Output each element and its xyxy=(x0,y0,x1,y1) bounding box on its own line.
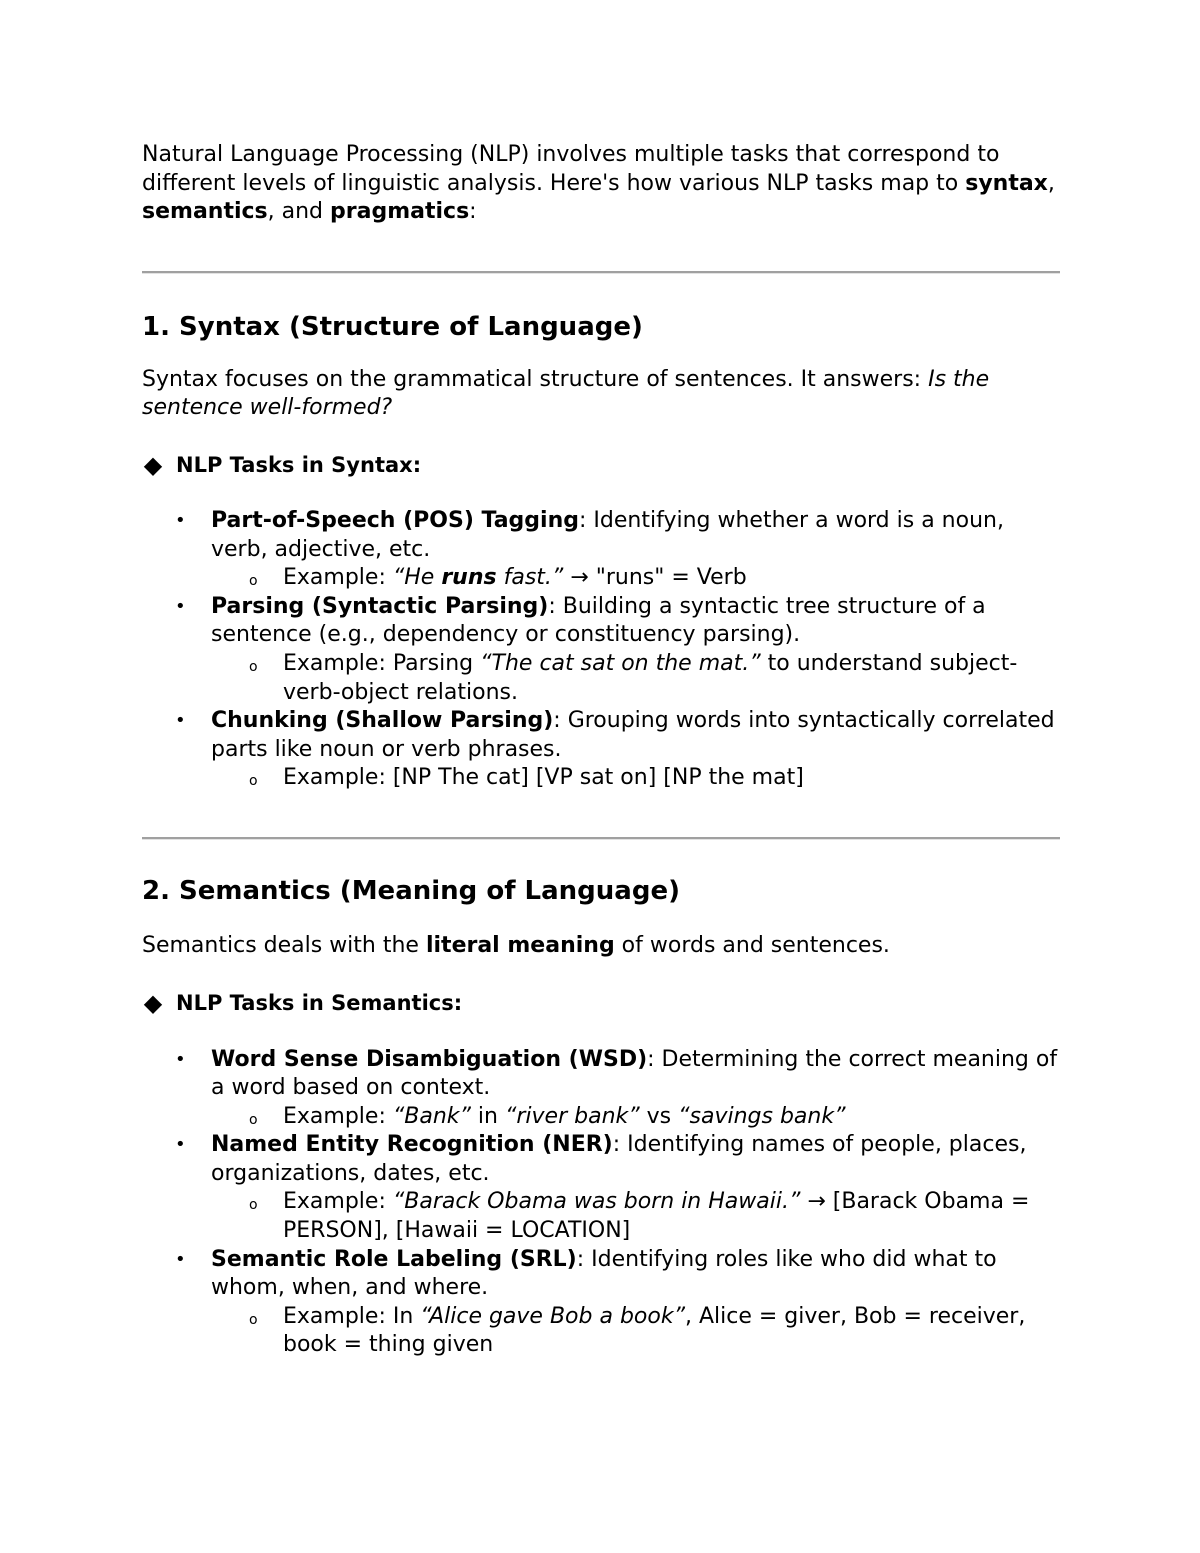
example-list xyxy=(211,564,1060,593)
semantics-desc-text: Semantics deals with the xyxy=(142,932,426,958)
task-description: : Grouping words into syntactically correlated parts like noun or verb phrases. xyxy=(211,708,1055,762)
example-quote: “river bank” xyxy=(504,1103,640,1129)
example-quote: “Alice gave Bob a book” xyxy=(420,1303,685,1329)
task-name: Named Entity Recognition (NER) xyxy=(211,1132,613,1158)
example-result: → "runs" = Verb xyxy=(563,565,747,591)
semantics-subheading-label: NLP Tasks in Semantics: xyxy=(176,990,463,1015)
task-name: Parsing (Syntactic Parsing) xyxy=(211,593,549,619)
example-result: , Alice = giver, Bob = receiver, book = thing given xyxy=(283,1303,1026,1358)
syntax-subheading-label: NLP Tasks in Syntax: xyxy=(176,452,422,477)
list-item xyxy=(142,1131,1060,1245)
example-emphasis: runs xyxy=(441,565,497,591)
list-item xyxy=(142,593,1060,707)
semantics-subheading xyxy=(142,989,1060,1017)
task-name: Chunking (Shallow Parsing) xyxy=(211,708,554,734)
example-label: Example: xyxy=(283,1189,393,1215)
task-name: Word Sense Disambiguation (WSD) xyxy=(211,1046,648,1072)
list-item xyxy=(142,1246,1060,1360)
intro-sep: : xyxy=(469,199,477,225)
task-name: Semantic Role Labeling (SRL) xyxy=(211,1246,577,1272)
example-item xyxy=(211,650,1060,707)
document-page xyxy=(142,141,1060,1360)
semantics-heading: 2. Semantics (Meaning of Language) xyxy=(142,875,680,906)
example-result: → [Barack Obama = PERSON], [Hawaii = LOCATION] xyxy=(283,1189,1030,1244)
diamond-icon: ◆ xyxy=(143,988,163,1017)
example-label: Example: Parsing xyxy=(283,650,481,676)
syntax-task-list xyxy=(142,507,1060,793)
example-label: Example: In xyxy=(283,1303,421,1329)
diamond-icon: ◆ xyxy=(143,450,163,479)
example-list xyxy=(211,1303,1060,1360)
intro-sep: , xyxy=(1047,170,1055,196)
example-list xyxy=(211,650,1060,707)
example-quote: “The cat sat on the mat.” xyxy=(480,650,761,676)
list-item xyxy=(142,1046,1060,1132)
task-description: : Identifying whether a word is a noun, verb, adjective, etc. xyxy=(211,507,1004,562)
example-quote: “Bank” xyxy=(392,1103,471,1129)
example-item xyxy=(211,1303,1060,1360)
intro-sep: , and xyxy=(267,199,331,225)
task-description: : Identifying names of people, places, organizations, dates, etc. xyxy=(211,1132,1027,1186)
horizontal-rule xyxy=(142,271,1060,274)
example-list xyxy=(211,1188,1060,1245)
example-item: o Example: [NP The cat] [VP sat on] [NP the mat] xyxy=(211,764,1060,793)
horizontal-rule xyxy=(142,837,1060,840)
example-label: Example: xyxy=(283,565,393,591)
semantics-desc-text: of words and sentences. xyxy=(614,932,890,958)
task-description: : Building a syntactic tree structure of a sentence (e.g., dependency or constituency parsing). xyxy=(211,593,986,648)
syntax-subheading xyxy=(142,451,1060,479)
example-label: Example: xyxy=(283,1103,393,1129)
syntax-description xyxy=(142,366,1060,423)
example-list xyxy=(211,764,1060,793)
intro-text: Natural Language Processing (NLP) involves multiple tasks that correspond to different levels of linguistic analysis. Here's how various NLP tasks map to xyxy=(142,142,1000,196)
intro-paragraph xyxy=(142,141,1060,227)
intro-syntax-term: syntax xyxy=(965,170,1048,196)
task-description: : Determining the correct meaning of a word based on context. xyxy=(211,1046,1058,1101)
semantics-task-list xyxy=(142,1046,1060,1361)
semantics-desc-emphasis: literal meaning xyxy=(425,932,615,958)
list-item xyxy=(142,507,1060,593)
syntax-desc-text: Syntax focuses on the grammatical structure of sentences. It answers: xyxy=(142,366,929,392)
example-item xyxy=(211,1103,1060,1132)
task-name: Part-of-Speech (POS) Tagging xyxy=(211,507,580,533)
syntax-heading: 1. Syntax (Structure of Language) xyxy=(142,311,643,342)
semantics-description xyxy=(142,932,1060,961)
example-connector: vs xyxy=(639,1103,679,1129)
syntax-desc-question: Is the sentence well-formed? xyxy=(142,366,990,421)
example-result: to understand subject-verb-object relations. xyxy=(283,650,1018,705)
example-quote: “Barack Obama was born in Hawaii.” xyxy=(392,1189,801,1215)
intro-semantics-term: semantics xyxy=(142,199,268,225)
task-description: : Identifying roles like who did what to whom, when, and where. xyxy=(211,1246,997,1301)
example-quote: “savings bank” xyxy=(678,1103,846,1129)
example-quote: fast.” xyxy=(496,565,564,591)
example-list xyxy=(211,1103,1060,1132)
intro-pragmatics-term: pragmatics xyxy=(330,199,470,225)
example-item xyxy=(211,564,1060,593)
example-quote: “He xyxy=(392,565,442,591)
example-connector: in xyxy=(470,1103,505,1129)
example-item xyxy=(211,1188,1060,1245)
list-item xyxy=(142,707,1060,793)
